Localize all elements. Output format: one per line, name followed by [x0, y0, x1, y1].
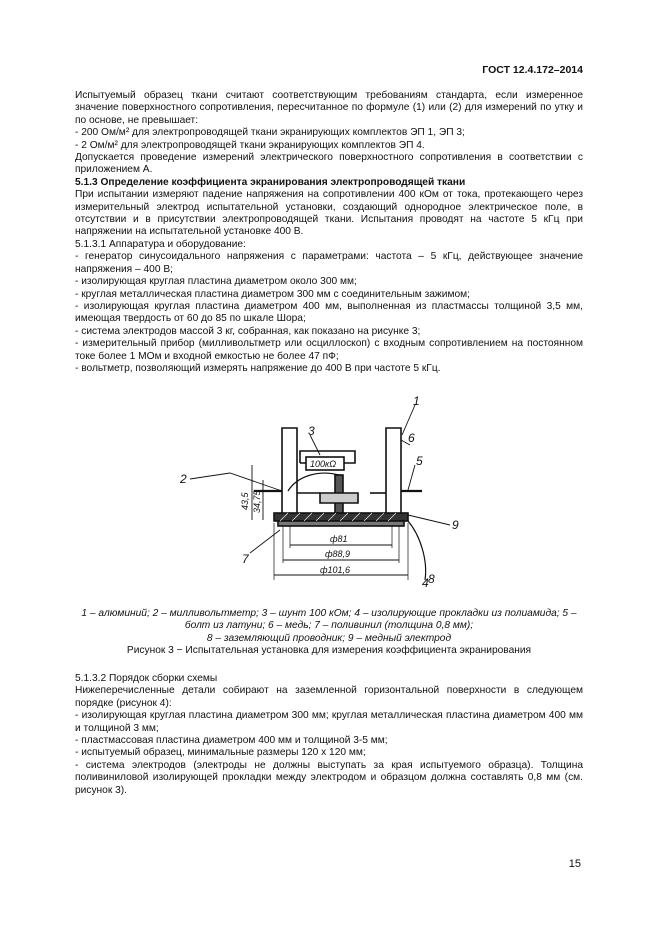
list-item-generator: - генератор синусоидального напряжения с параметрами: частота – 5 кГц, действующее значение напряжения – 400 В; — [75, 251, 583, 275]
bullet-2-ohm: - 2 Ом/м² для электропроводящей ткани экранирующих комплектов ЭП 4. — [75, 139, 425, 151]
label-4: 4 — [422, 576, 429, 590]
list-item-plates: - изолирующая круглая пластина диаметром 300 мм; круглая металлическая пластина диаметром 400 мм и толщиной 3 мм; — [75, 710, 583, 734]
label-8: 8 — [428, 572, 435, 586]
list-item-insulating-plate-300: - изолирующая круглая пластина диаметром около 300 мм; — [75, 276, 357, 288]
list-item-electrode-system: - система электродов массой 3 кг, собранная, как показано на рисунке 3; — [75, 325, 421, 337]
dimension-d101-6: ф101,6 — [320, 565, 351, 575]
list-item-measuring-device: - измерительный прибор (милливольтметр или осциллоскоп) с входным сопротивлением на постоянном токе более 1 МОм и входной емкостью не более 47 пФ; — [75, 338, 583, 362]
standard-header: ГОСТ 12.4.172–2014 — [482, 64, 583, 76]
dimension-d88-9: ф88,9 — [325, 549, 351, 559]
legend-line-2: 8 – заземляющий проводник; 9 – медный электрод — [206, 632, 452, 644]
label-6: 6 — [408, 431, 415, 445]
electrode-block — [320, 493, 358, 503]
figure-legend — [75, 608, 583, 658]
top-text-block — [75, 90, 583, 375]
paragraph-test-method: При испытании измеряют падение напряжения на сопротивлении 400 кОм от тока, протекающего через измерительный электрод испытательной установки, создающий однородное электрическое поле, в отсутствии и в присутствии электропроводящей ткани. Испытания проводят на частоте 5 кГц при напряжении на испытательной установке 400 В. — [75, 189, 583, 238]
dimension-34-75: 34,75 — [252, 490, 262, 513]
paragraph-assembly-order: Нижеперечисленные детали собирают на заземленной горизонтальной поверхности в следующем порядке (рисунок 4): — [75, 685, 583, 709]
dimension-43-5: 43,5 — [240, 492, 250, 510]
bottom-text-block — [75, 673, 583, 797]
page-number: 15 — [568, 858, 581, 870]
figure-title: Рисунок 3 − Испытательная установка для измерения коэффициента экранирования — [126, 645, 532, 657]
list-item-electrode-system-assembly: - система электродов (электроды не должны выступать за края испытуемого образца). Толщина поливиниловой изолирующей прокладки между электродом и образцом должна составлять 0,8 мм (см. рисунок 3). — [75, 759, 583, 796]
section-heading-5-1-3: 5.1.3 Определение коэффициента экранирования электропроводящей ткани — [75, 176, 466, 188]
label-3: 3 — [308, 424, 315, 438]
paragraph-compliance: Испытуемый образец ткани считают соответствующим требованиям стандарта, если измеренное значение поверхностного сопротивления, пересчитанное по формуле (1) или (2) для измерений по утку и по основе, не превышает: — [75, 90, 583, 126]
subsection-heading-5-1-3-2: 5.1.3.2 Порядок сборки схемы — [75, 673, 218, 684]
left-bracket-shape — [282, 428, 297, 515]
label-9: 9 — [452, 518, 459, 532]
resistor-value: 100кΩ — [310, 459, 337, 469]
label-2: 2 — [180, 472, 187, 486]
label-1: 1 — [413, 395, 420, 408]
list-item-insulating-plate-400: - изолирующая круглая пластина диаметром 400 мм, выполненная из пластмассы толщиной 3,5 мм, имеющая твердость от 60 до 85 по шкале Шора; — [75, 300, 583, 325]
pvc-layer — [278, 521, 404, 526]
label-5: 5 — [416, 454, 423, 468]
list-item-metal-plate: - круглая металлическая пластина диаметром 300 мм с соединительным зажимом; — [75, 288, 470, 300]
list-item-plastic-plate: - пластмассовая пластина диаметром 400 мм и толщиной 3-5 мм; — [75, 735, 388, 747]
list-item-sample: - испытуемый образец, минимальные размеры 120 х 120 мм; — [75, 747, 366, 759]
right-bracket-shape — [386, 428, 401, 515]
paragraph-appendix-a: Допускается проведение измерений электрического поверхностного сопротивления в соответствии с приложением А. — [75, 152, 583, 176]
test-setup-drawing — [170, 395, 490, 605]
legend-line-1: 1 – алюминий; 2 – милливольтметр; 3 – шунт 100 кОм; 4 – изолирующие прокладки из полиамида; 5 – болт из латуни; 6 – медь; 7 – поливинил (толщина 0,8 мм); — [81, 608, 577, 632]
bullet-200-ohm: - 200 Ом/м² для электропроводящей ткани экранирующих комплектов ЭП 1, ЭП 3; — [75, 127, 465, 139]
list-item-voltmeter: - вольтметр, позволяющий измерять напряжение до 400 В при частоте 5 кГц. — [75, 362, 441, 374]
paragraph-equipment-heading: 5.1.3.1 Аппаратура и оборудование: — [75, 238, 246, 250]
label-7: 7 — [242, 552, 249, 566]
dimension-d81: ф81 — [330, 534, 348, 544]
